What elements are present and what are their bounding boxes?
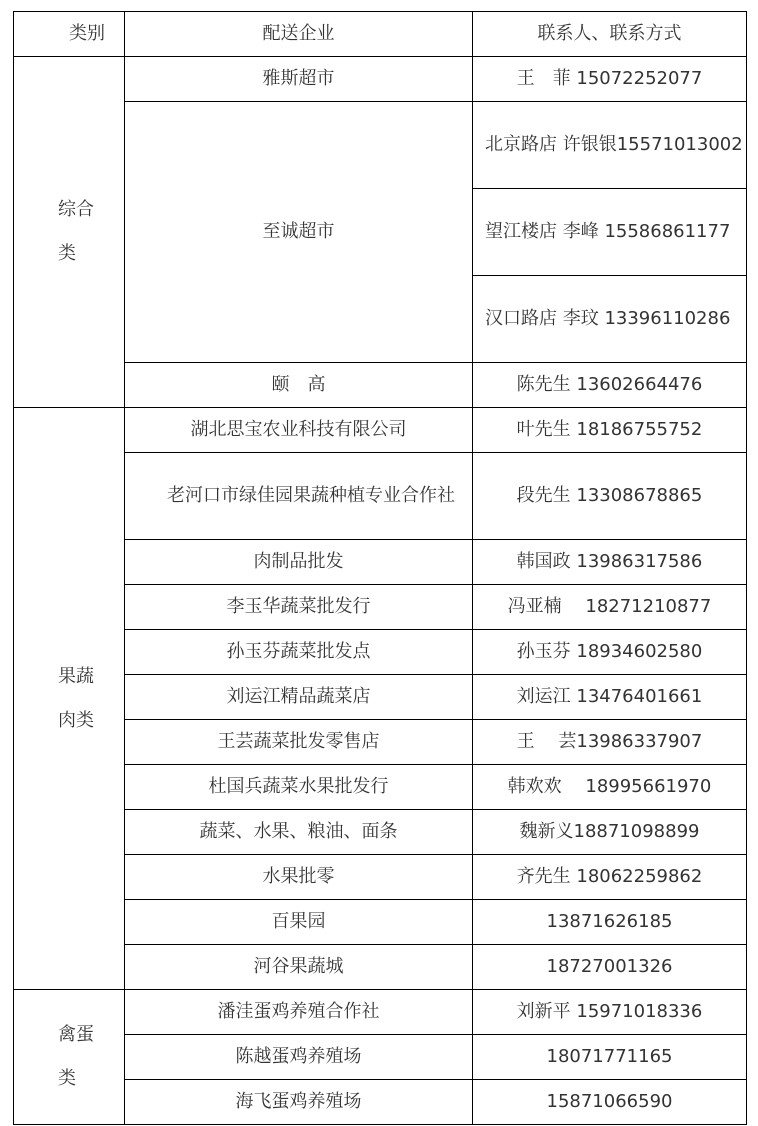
contact-cell: 18071771165	[473, 1035, 747, 1080]
contact-cell: 冯亚楠 18271210877	[473, 585, 747, 630]
company-cell: 潘洼蛋鸡养殖合作社	[125, 990, 473, 1035]
company-cell: 老河口市绿佳园果蔬种植专业合作社	[125, 453, 473, 540]
contact-cell: 15871066590	[473, 1080, 747, 1125]
company-cell: 杜国兵蔬菜水果批发行	[125, 765, 473, 810]
category-line: 果蔬	[58, 665, 94, 687]
contact-cell: 叶先生 18186755752	[473, 408, 747, 453]
category-cell	[14, 408, 125, 990]
header-category: 类别	[14, 12, 125, 57]
header-company: 配送企业	[125, 12, 473, 57]
category-line: 综合	[58, 199, 94, 220]
contact-cell: 王 菲 15072252077	[473, 57, 747, 102]
category-cell	[14, 990, 125, 1125]
contact-cell: 刘运江 13476401661	[473, 675, 747, 720]
header-contact: 联系人、联系方式	[473, 12, 747, 57]
company-cell: 颐 高	[125, 363, 473, 408]
header-row	[14, 12, 747, 57]
company-cell: 李玉华蔬菜批发行	[125, 585, 473, 630]
table-row	[14, 57, 747, 102]
contact-cell: 汉口路店 李玟 13396110286	[473, 276, 747, 363]
category-cell	[14, 57, 125, 408]
table-row	[14, 408, 747, 453]
company-cell: 雅斯超市	[125, 57, 473, 102]
contact-cell: 孙玉芬 18934602580	[473, 630, 747, 675]
contact-cell: 段先生 13308678865	[473, 453, 747, 540]
distribution-table	[13, 11, 747, 1125]
contact-cell: 18727001326	[473, 945, 747, 990]
category-line: 肉类	[58, 709, 94, 731]
contact-cell: 望江楼店 李峰 15586861177	[473, 189, 747, 276]
company-cell: 陈越蛋鸡养殖场	[125, 1035, 473, 1080]
company-cell: 蔬菜、水果、粮油、面条	[125, 810, 473, 855]
company-cell: 孙玉芬蔬菜批发点	[125, 630, 473, 675]
category-line: 类	[58, 243, 76, 264]
company-cell: 至诚超市	[125, 102, 473, 363]
company-cell: 刘运江精品蔬菜店	[125, 675, 473, 720]
contact-cell: 13871626185	[473, 900, 747, 945]
contact-cell: 王 芸13986337907	[473, 720, 747, 765]
company-cell: 王芸蔬菜批发零售店	[125, 720, 473, 765]
contact-cell: 陈先生 13602664476	[473, 363, 747, 408]
contact-cell: 韩欢欢 18995661970	[473, 765, 747, 810]
contact-cell: 刘新平 15971018336	[473, 990, 747, 1035]
company-cell: 水果批零	[125, 855, 473, 900]
contact-cell: 魏新义18871098899	[473, 810, 747, 855]
company-cell: 河谷果蔬城	[125, 945, 473, 990]
contact-cell: 齐先生 18062259862	[473, 855, 747, 900]
company-cell: 海飞蛋鸡养殖场	[125, 1080, 473, 1125]
company-cell: 肉制品批发	[125, 540, 473, 585]
company-cell: 百果园	[125, 900, 473, 945]
category-line: 类	[58, 1068, 76, 1089]
contact-cell: 北京路店 许银银15571013002	[473, 102, 747, 189]
category-line: 禽蛋	[58, 1024, 94, 1045]
contact-cell: 韩国政 13986317586	[473, 540, 747, 585]
table-row	[14, 990, 747, 1035]
company-cell: 湖北思宝农业科技有限公司	[125, 408, 473, 453]
